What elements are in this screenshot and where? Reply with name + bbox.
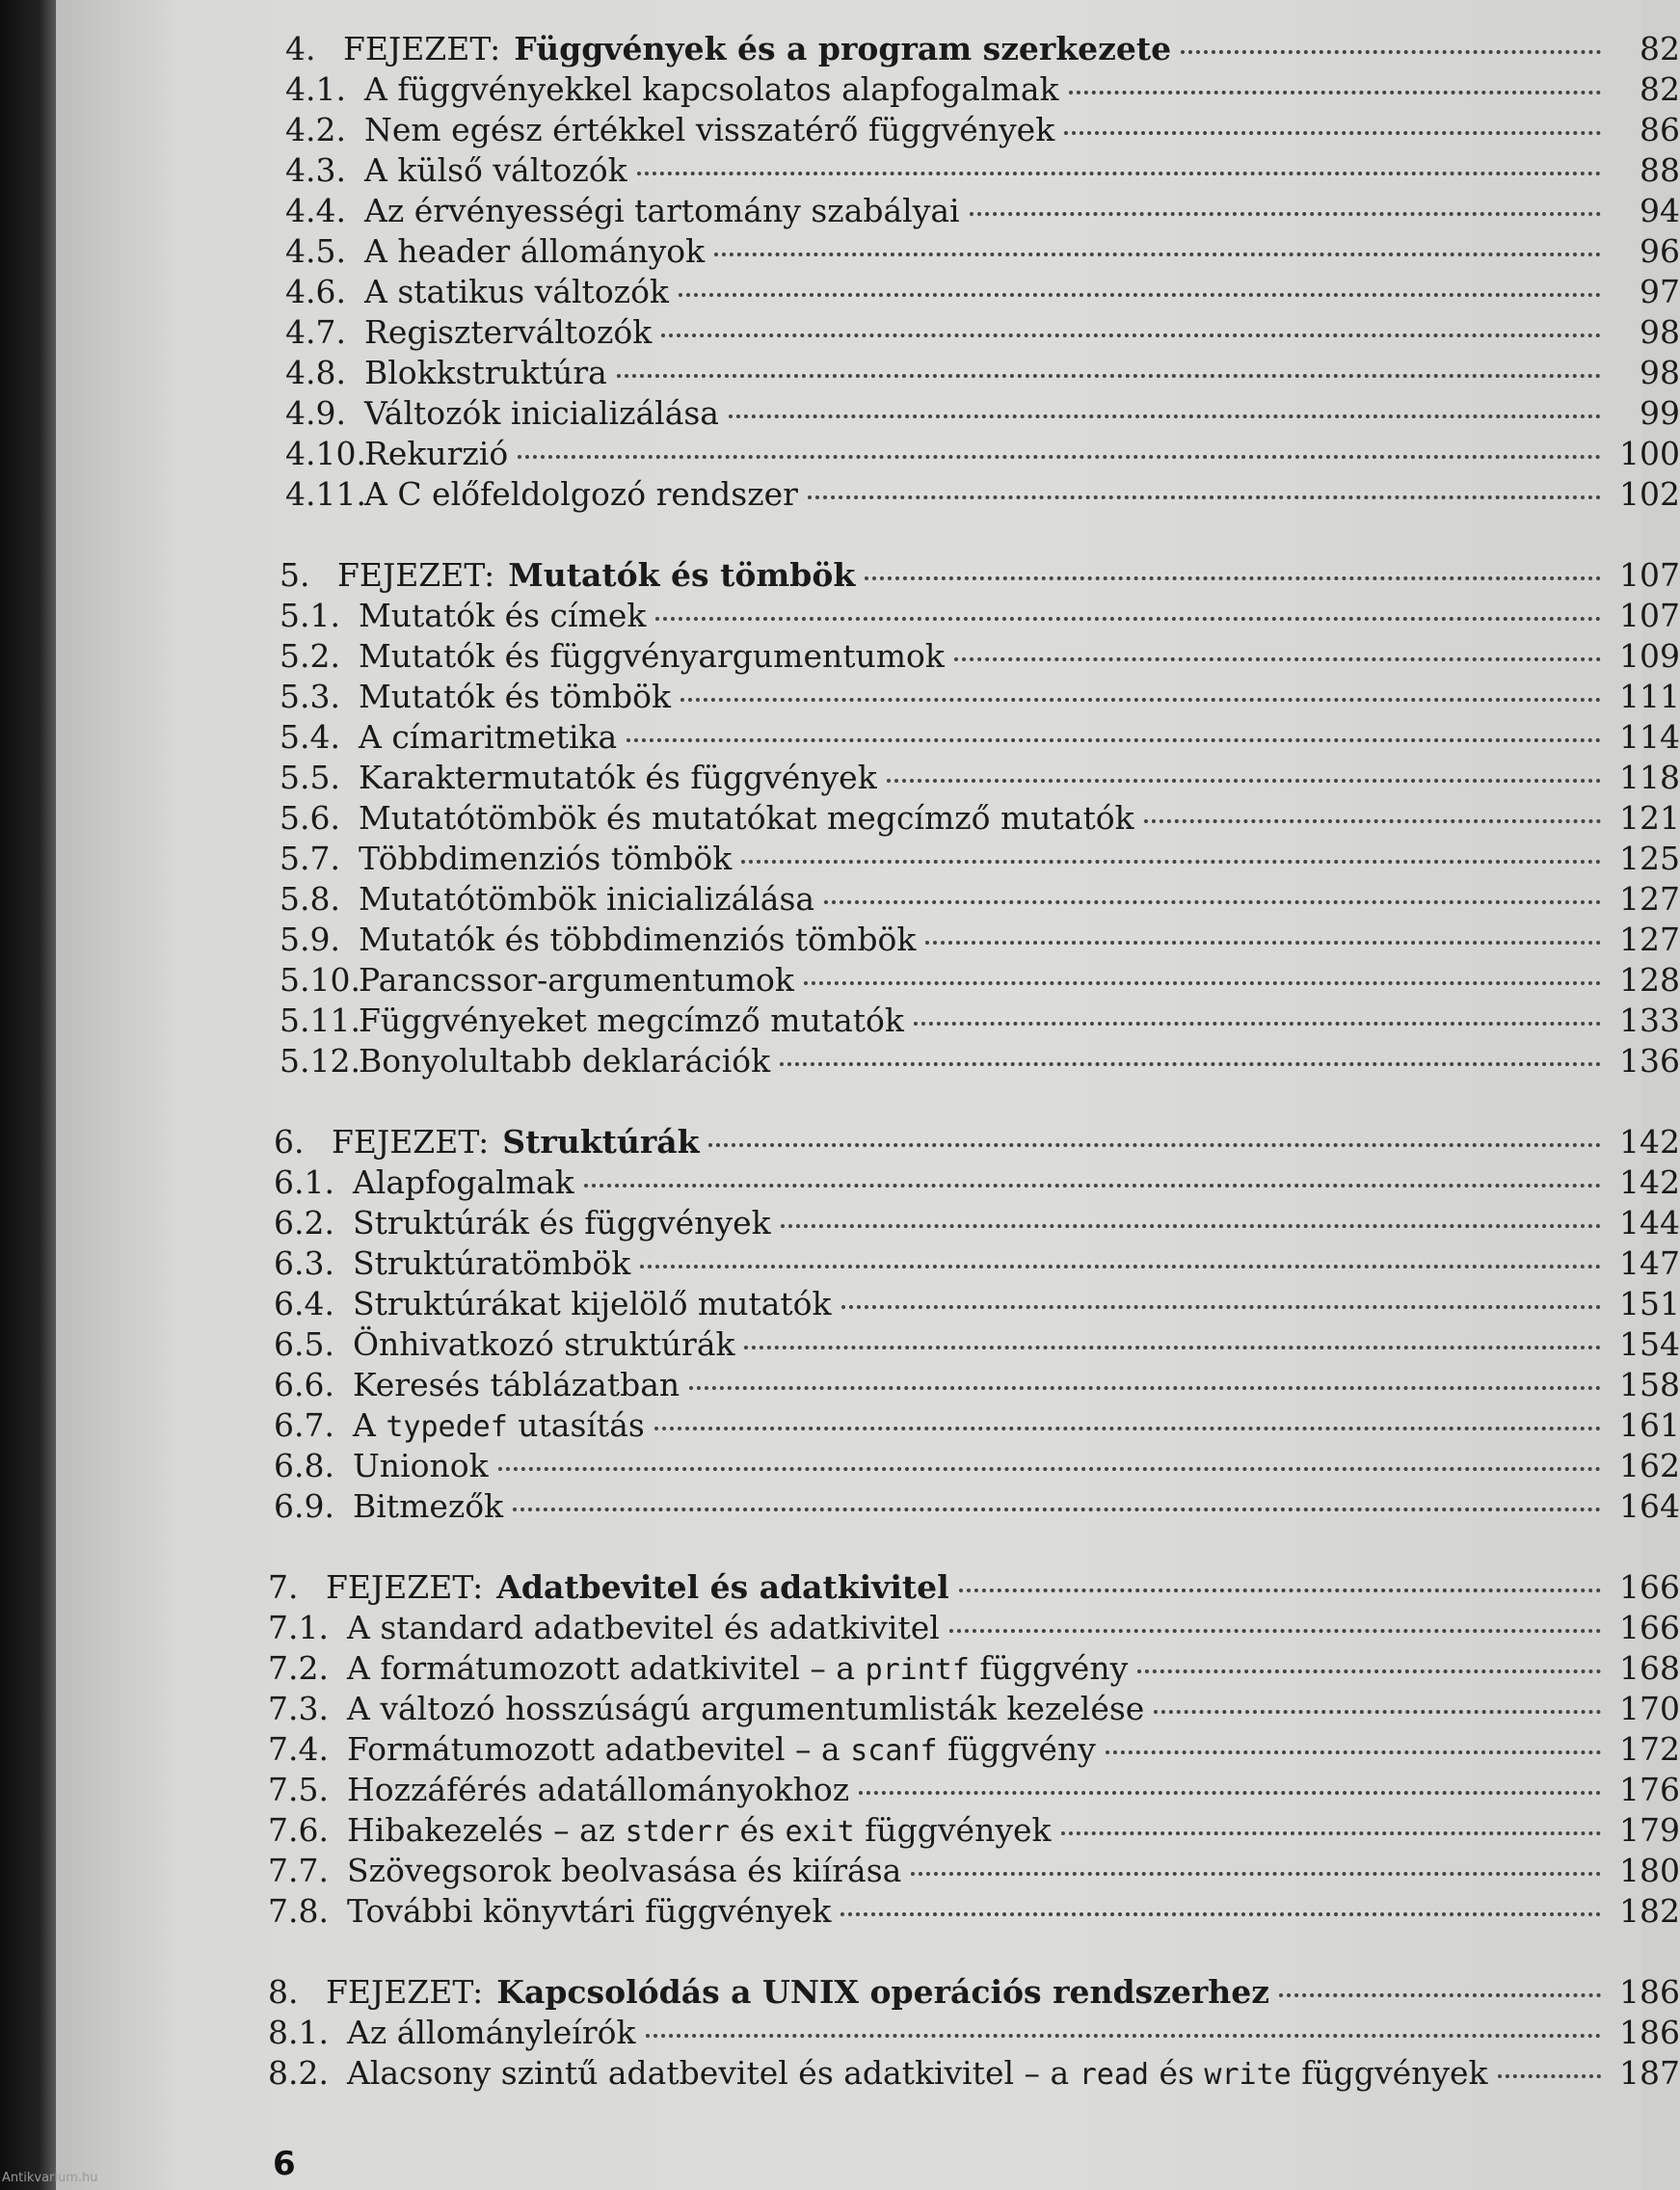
code-identifier: write <box>1204 2058 1292 2092</box>
section-title: A header állományok <box>364 232 706 270</box>
chapter-number: 4. <box>285 30 316 67</box>
dot-leader <box>1498 2074 1601 2078</box>
section-number: 7.2. <box>268 1649 329 1687</box>
section-page-number: 109 <box>1619 637 1680 675</box>
code-identifier: read <box>1079 2058 1149 2092</box>
dot-leader <box>513 1508 1601 1511</box>
section-page-number: 133 <box>1619 1002 1680 1039</box>
section-number: 4.5. <box>285 232 346 270</box>
section-title: Többdimenziós tömbök <box>359 840 733 877</box>
chapter-heading <box>280 555 1680 596</box>
toc-entry <box>274 1405 1680 1446</box>
section-title <box>347 1648 1128 1691</box>
section-page-number: 111 <box>1619 678 1680 715</box>
section-page-number: 102 <box>1619 475 1680 513</box>
section-title-text: A formátumozott adatkivitel – a <box>347 1649 866 1687</box>
section-title: Az érvényességi tartomány szabályai <box>364 192 960 229</box>
toc-entry <box>274 1365 1680 1405</box>
dot-leader <box>640 1265 1601 1269</box>
chapter-heading <box>285 29 1680 69</box>
section-number: 6.5. <box>274 1325 334 1363</box>
section-title: Változók inicializálása <box>364 394 719 432</box>
section-page-number: 99 <box>1640 394 1680 432</box>
toc-entry <box>274 1284 1680 1324</box>
section-number: 5.12. <box>280 1042 360 1080</box>
dot-leader <box>970 212 1601 216</box>
section-title: Bonyolultabb deklarációk <box>359 1042 771 1080</box>
dot-leader <box>1279 1993 1601 1997</box>
dot-leader <box>865 576 1601 580</box>
section-page-number: 187 <box>1619 2054 1680 2092</box>
toc-entry <box>280 879 1680 920</box>
toc-entry <box>285 191 1680 231</box>
dot-leader <box>959 1589 1601 1592</box>
toc-entry <box>285 150 1680 191</box>
toc-entry <box>280 636 1680 677</box>
dot-leader <box>637 172 1601 175</box>
section-title: Önhivatkozó struktúrák <box>353 1325 735 1363</box>
dot-leader <box>1106 1750 1601 1754</box>
toc-entry <box>285 231 1680 272</box>
section-number: 5.5. <box>280 759 340 796</box>
section-number: 6.4. <box>274 1285 334 1322</box>
dot-leader <box>840 1912 1601 1916</box>
section-number: 4.2. <box>285 111 346 148</box>
section-title: Függvényeket megcímző mutatók <box>359 1002 904 1039</box>
toc-entry <box>285 272 1680 312</box>
section-number: 5.4. <box>280 718 340 756</box>
section-number: 4.1. <box>285 70 346 108</box>
section-title-text: utasítás <box>507 1406 645 1444</box>
dot-leader <box>689 1386 1601 1390</box>
section-number: 4.9. <box>285 394 346 432</box>
dot-leader <box>1144 819 1601 823</box>
section-number: 6.8. <box>274 1447 334 1484</box>
book-page <box>56 0 1680 2190</box>
toc-entry <box>274 1243 1680 1284</box>
toc-entry <box>285 312 1680 353</box>
chapter-page-number: 82 <box>1640 30 1680 67</box>
section-page-number: 182 <box>1619 1892 1680 1930</box>
toc-entry <box>268 1608 1680 1648</box>
toc-entry <box>285 69 1680 110</box>
section-title: A címaritmetika <box>359 718 618 756</box>
section-number: 5.9. <box>280 921 340 958</box>
section-title: Regiszterváltozók <box>364 313 653 351</box>
section-number: 7.4. <box>268 1730 329 1768</box>
dot-leader <box>808 495 1601 499</box>
section-number: 5.3. <box>280 678 340 715</box>
section-title-text: függvények <box>854 1811 1052 1849</box>
section-title-text: Alacsony szintű adatbevitel és adatkivitel – a <box>347 2054 1080 2092</box>
section-page-number: 125 <box>1619 840 1680 877</box>
section-page-number: 162 <box>1619 1447 1680 1484</box>
section-title: Mutatók és címek <box>359 597 647 634</box>
toc-entry <box>280 1041 1680 1082</box>
toc-entry <box>285 474 1680 515</box>
section-title: Hozzáférés adatállományokhoz <box>347 1771 850 1808</box>
toc-entry <box>280 596 1680 636</box>
section-title: Rekurzió <box>364 435 509 472</box>
dot-leader <box>661 334 1601 337</box>
section-number: 5.8. <box>280 880 340 918</box>
section-title: Karaktermutatók és függvények <box>359 759 877 796</box>
dot-leader <box>646 2034 1602 2038</box>
dot-leader <box>1181 50 1601 54</box>
dot-leader <box>741 860 1601 864</box>
section-page-number: 172 <box>1619 1730 1680 1768</box>
chapter-page-number: 166 <box>1619 1568 1680 1606</box>
section-number: 5.10. <box>280 961 360 999</box>
dot-leader <box>744 1346 1601 1349</box>
section-title <box>353 1405 645 1448</box>
chapter-title: Mutatók és tömbök <box>508 556 856 594</box>
section-page-number: 82 <box>1640 70 1680 108</box>
chapter-label: FEJEZET: <box>326 1568 484 1606</box>
section-page-number: 168 <box>1619 1649 1680 1687</box>
chapter-number: 8. <box>268 1973 299 2011</box>
section-title: Struktúrákat kijelölő mutatók <box>353 1285 832 1322</box>
section-title: Mutatók és tömbök <box>359 678 671 715</box>
section-number: 4.3. <box>285 151 346 189</box>
toc-entry <box>285 110 1680 150</box>
section-number: 5.6. <box>280 799 340 837</box>
section-title: Mutatók és függvényargumentumok <box>359 637 945 675</box>
dot-leader <box>729 414 1601 418</box>
code-identifier: printf <box>865 1653 970 1687</box>
section-number: 8.2. <box>268 2054 329 2092</box>
code-identifier: stderr <box>625 1815 730 1849</box>
toc-entry <box>280 717 1680 758</box>
section-page-number: 128 <box>1619 961 1680 999</box>
toc-entry <box>274 1486 1680 1527</box>
dot-leader <box>954 657 1601 661</box>
dot-leader <box>1154 1710 1601 1714</box>
toc-entry <box>268 1729 1680 1770</box>
chapter-heading <box>268 1567 1680 1608</box>
section-title-text: A <box>353 1406 387 1444</box>
dot-leader <box>914 1022 1601 1026</box>
toc-entry <box>274 1162 1680 1203</box>
chapter-block <box>280 555 1680 1082</box>
dot-leader <box>655 617 1601 621</box>
chapter-label: FEJEZET: <box>326 1973 484 2011</box>
section-page-number: 127 <box>1619 880 1680 918</box>
section-title: Az állományleírók <box>347 2014 636 2051</box>
dot-leader <box>617 374 1601 378</box>
section-page-number: 107 <box>1619 597 1680 634</box>
toc-entry <box>280 960 1680 1001</box>
section-page-number: 147 <box>1619 1244 1680 1282</box>
toc-entry <box>268 1810 1680 1851</box>
section-title: A változó hosszúságú argumentumlisták kezelése <box>347 1690 1145 1727</box>
section-page-number: 176 <box>1619 1771 1680 1808</box>
section-page-number: 96 <box>1640 232 1680 270</box>
section-number: 8.1. <box>268 2014 329 2051</box>
section-number: 6.9. <box>274 1487 334 1525</box>
section-title: Mutatótömbök inicializálása <box>359 880 815 918</box>
section-page-number: 94 <box>1640 192 1680 229</box>
dot-leader <box>584 1184 1601 1188</box>
section-number: 4.7. <box>285 313 346 351</box>
book-spine-shadow <box>0 0 56 2190</box>
dot-leader <box>804 981 1601 985</box>
toc-entry <box>285 353 1680 393</box>
section-title: Blokkstruktúra <box>364 354 607 391</box>
section-page-number: 186 <box>1619 2014 1680 2051</box>
section-number: 5.11. <box>280 1002 360 1039</box>
section-title: A függvényekkel kapcsolatos alapfogalmak <box>364 70 1059 108</box>
section-page-number: 170 <box>1619 1690 1680 1727</box>
section-page-number: 136 <box>1619 1042 1680 1080</box>
section-number: 6.1. <box>274 1163 334 1201</box>
chapter-number: 6. <box>274 1123 305 1161</box>
toc-entry <box>280 798 1680 839</box>
toc-entry <box>280 677 1680 717</box>
chapter-label: FEJEZET: <box>332 1123 490 1161</box>
chapter-label: FEJEZET: <box>343 30 501 67</box>
section-page-number: 98 <box>1640 313 1680 351</box>
chapter-title: Adatbevitel és adatkivitel <box>496 1568 949 1606</box>
chapter-number: 7. <box>268 1568 299 1606</box>
section-page-number: 127 <box>1619 921 1680 958</box>
section-page-number: 114 <box>1619 718 1680 756</box>
table-of-contents <box>268 29 1680 2134</box>
toc-entry <box>285 434 1680 474</box>
section-page-number: 121 <box>1619 799 1680 837</box>
section-number: 7.3. <box>268 1690 329 1727</box>
section-title: A standard adatbevitel és adatkivitel <box>347 1609 940 1646</box>
section-number: 4.10. <box>285 435 366 472</box>
section-number: 4.4. <box>285 192 346 229</box>
chapter-block <box>274 1122 1680 1527</box>
section-number: 5.7. <box>280 840 340 877</box>
code-identifier: scanf <box>850 1734 938 1768</box>
section-title: Nem egész értékkel visszatérő függvények <box>364 111 1055 148</box>
dot-leader <box>1064 131 1601 135</box>
toc-entry <box>268 1891 1680 1932</box>
section-number: 7.6. <box>268 1811 329 1849</box>
section-page-number: 86 <box>1640 111 1680 148</box>
toc-entry <box>280 758 1680 798</box>
dot-leader <box>949 1629 1601 1633</box>
dot-leader <box>824 900 1601 904</box>
chapter-page-number: 186 <box>1619 1973 1680 2011</box>
toc-entry <box>274 1203 1680 1243</box>
section-number: 4.11. <box>285 475 366 513</box>
section-page-number: 180 <box>1619 1852 1680 1889</box>
dot-leader <box>781 1224 1601 1228</box>
watermark-text: Antikvarium.hu <box>2 2171 98 2185</box>
section-page-number: 98 <box>1640 354 1680 391</box>
section-page-number: 164 <box>1619 1487 1680 1525</box>
toc-entry <box>268 2013 1680 2053</box>
dot-leader <box>1061 1831 1601 1835</box>
toc-entry <box>268 1648 1680 1689</box>
section-title <box>347 1729 1096 1772</box>
section-title: Struktúrák és függvények <box>353 1204 771 1242</box>
section-title-text: Formátumozott adatbevitel – a <box>347 1730 851 1768</box>
section-number: 7.5. <box>268 1771 329 1808</box>
section-number: 5.2. <box>280 637 340 675</box>
section-number: 7.7. <box>268 1852 329 1889</box>
chapter-title: Struktúrák <box>502 1123 700 1161</box>
section-page-number: 179 <box>1619 1811 1680 1849</box>
section-number: 6.2. <box>274 1204 334 1242</box>
section-title-text: függvények <box>1291 2054 1488 2092</box>
section-title-text: függvény <box>937 1730 1096 1768</box>
toc-entry <box>268 1689 1680 1729</box>
dot-leader <box>1137 1669 1601 1673</box>
section-page-number: 158 <box>1619 1366 1680 1403</box>
section-title-text: Hibakezelés – az <box>347 1811 626 1849</box>
section-title: A statikus változók <box>364 273 669 310</box>
chapter-block <box>268 1972 1680 2094</box>
dot-leader <box>708 1143 1601 1147</box>
section-page-number: 88 <box>1640 151 1680 189</box>
section-title: Mutatók és többdimenziós tömbök <box>359 921 917 958</box>
section-title-text: és <box>1148 2054 1205 2092</box>
section-title: Struktúratömbök <box>353 1244 631 1282</box>
section-page-number: 154 <box>1619 1325 1680 1363</box>
chapter-label: FEJEZET: <box>337 556 495 594</box>
section-title: Unionok <box>353 1447 489 1484</box>
section-title <box>347 1810 1052 1853</box>
section-title: További könyvtári függvények <box>347 1892 832 1930</box>
toc-entry <box>280 1001 1680 1041</box>
section-page-number: 100 <box>1619 435 1680 472</box>
toc-entry <box>285 393 1680 434</box>
chapter-block <box>285 29 1680 515</box>
dot-leader <box>680 698 1601 702</box>
dot-leader <box>518 455 1601 459</box>
toc-entry <box>274 1324 1680 1365</box>
dot-leader <box>841 1305 1601 1309</box>
section-number: 6.7. <box>274 1406 334 1444</box>
toc-entry <box>268 1770 1680 1810</box>
section-title-text: és <box>730 1811 786 1849</box>
section-page-number: 97 <box>1640 273 1680 310</box>
section-number: 4.8. <box>285 354 346 391</box>
toc-entry <box>268 1851 1680 1891</box>
toc-entry <box>280 839 1680 879</box>
section-title: Bitmezők <box>353 1487 504 1525</box>
chapter-page-number: 107 <box>1619 556 1680 594</box>
section-title <box>347 2053 1488 2096</box>
dot-leader <box>1069 91 1602 94</box>
section-page-number: 118 <box>1619 759 1680 796</box>
dot-leader <box>859 1791 1601 1795</box>
section-title: Mutatótömbök és mutatókat megcímző mutatók <box>359 799 1134 837</box>
page-number: 6 <box>273 2145 296 2183</box>
dot-leader <box>627 738 1601 742</box>
chapter-heading <box>268 1972 1680 2013</box>
section-page-number: 166 <box>1619 1609 1680 1646</box>
dot-leader <box>887 779 1601 783</box>
dot-leader <box>780 1062 1601 1066</box>
section-page-number: 142 <box>1619 1163 1680 1201</box>
section-title: Alapfogalmak <box>353 1163 574 1201</box>
section-page-number: 151 <box>1619 1285 1680 1322</box>
section-number: 6.6. <box>274 1366 334 1403</box>
section-number: 5.1. <box>280 597 340 634</box>
toc-entry <box>268 2053 1680 2094</box>
dot-leader <box>714 253 1601 256</box>
chapter-number: 5. <box>280 556 310 594</box>
toc-entry <box>280 920 1680 960</box>
chapter-page-number: 142 <box>1619 1123 1680 1161</box>
dot-leader <box>654 1427 1601 1430</box>
dot-leader <box>911 1872 1601 1876</box>
chapter-title: Kapcsolódás a UNIX operációs rendszerhez <box>496 1973 1269 2011</box>
section-number: 7.1. <box>268 1609 329 1646</box>
dot-leader <box>925 941 1601 945</box>
section-number: 6.3. <box>274 1244 334 1282</box>
chapter-block <box>268 1567 1680 1932</box>
section-title: Parancssor-argumentumok <box>359 961 794 999</box>
section-title-text: függvény <box>969 1649 1129 1687</box>
dot-leader <box>679 293 1601 297</box>
code-identifier: typedef <box>386 1410 508 1444</box>
section-title: Szövegsorok beolvasása és kiírása <box>347 1852 902 1889</box>
section-title: A C előfeldolgozó rendszer <box>364 475 798 513</box>
section-number: 4.6. <box>285 273 346 310</box>
chapter-heading <box>274 1122 1680 1162</box>
toc-entry <box>274 1446 1680 1486</box>
code-identifier: exit <box>785 1815 855 1849</box>
section-title: A külső változók <box>364 151 627 189</box>
section-page-number: 144 <box>1619 1204 1680 1242</box>
section-title: Keresés táblázatban <box>353 1366 680 1403</box>
section-page-number: 161 <box>1619 1406 1680 1444</box>
dot-leader <box>498 1467 1601 1471</box>
chapter-title: Függvények és a program szerkezete <box>514 30 1172 67</box>
section-number: 7.8. <box>268 1892 329 1930</box>
